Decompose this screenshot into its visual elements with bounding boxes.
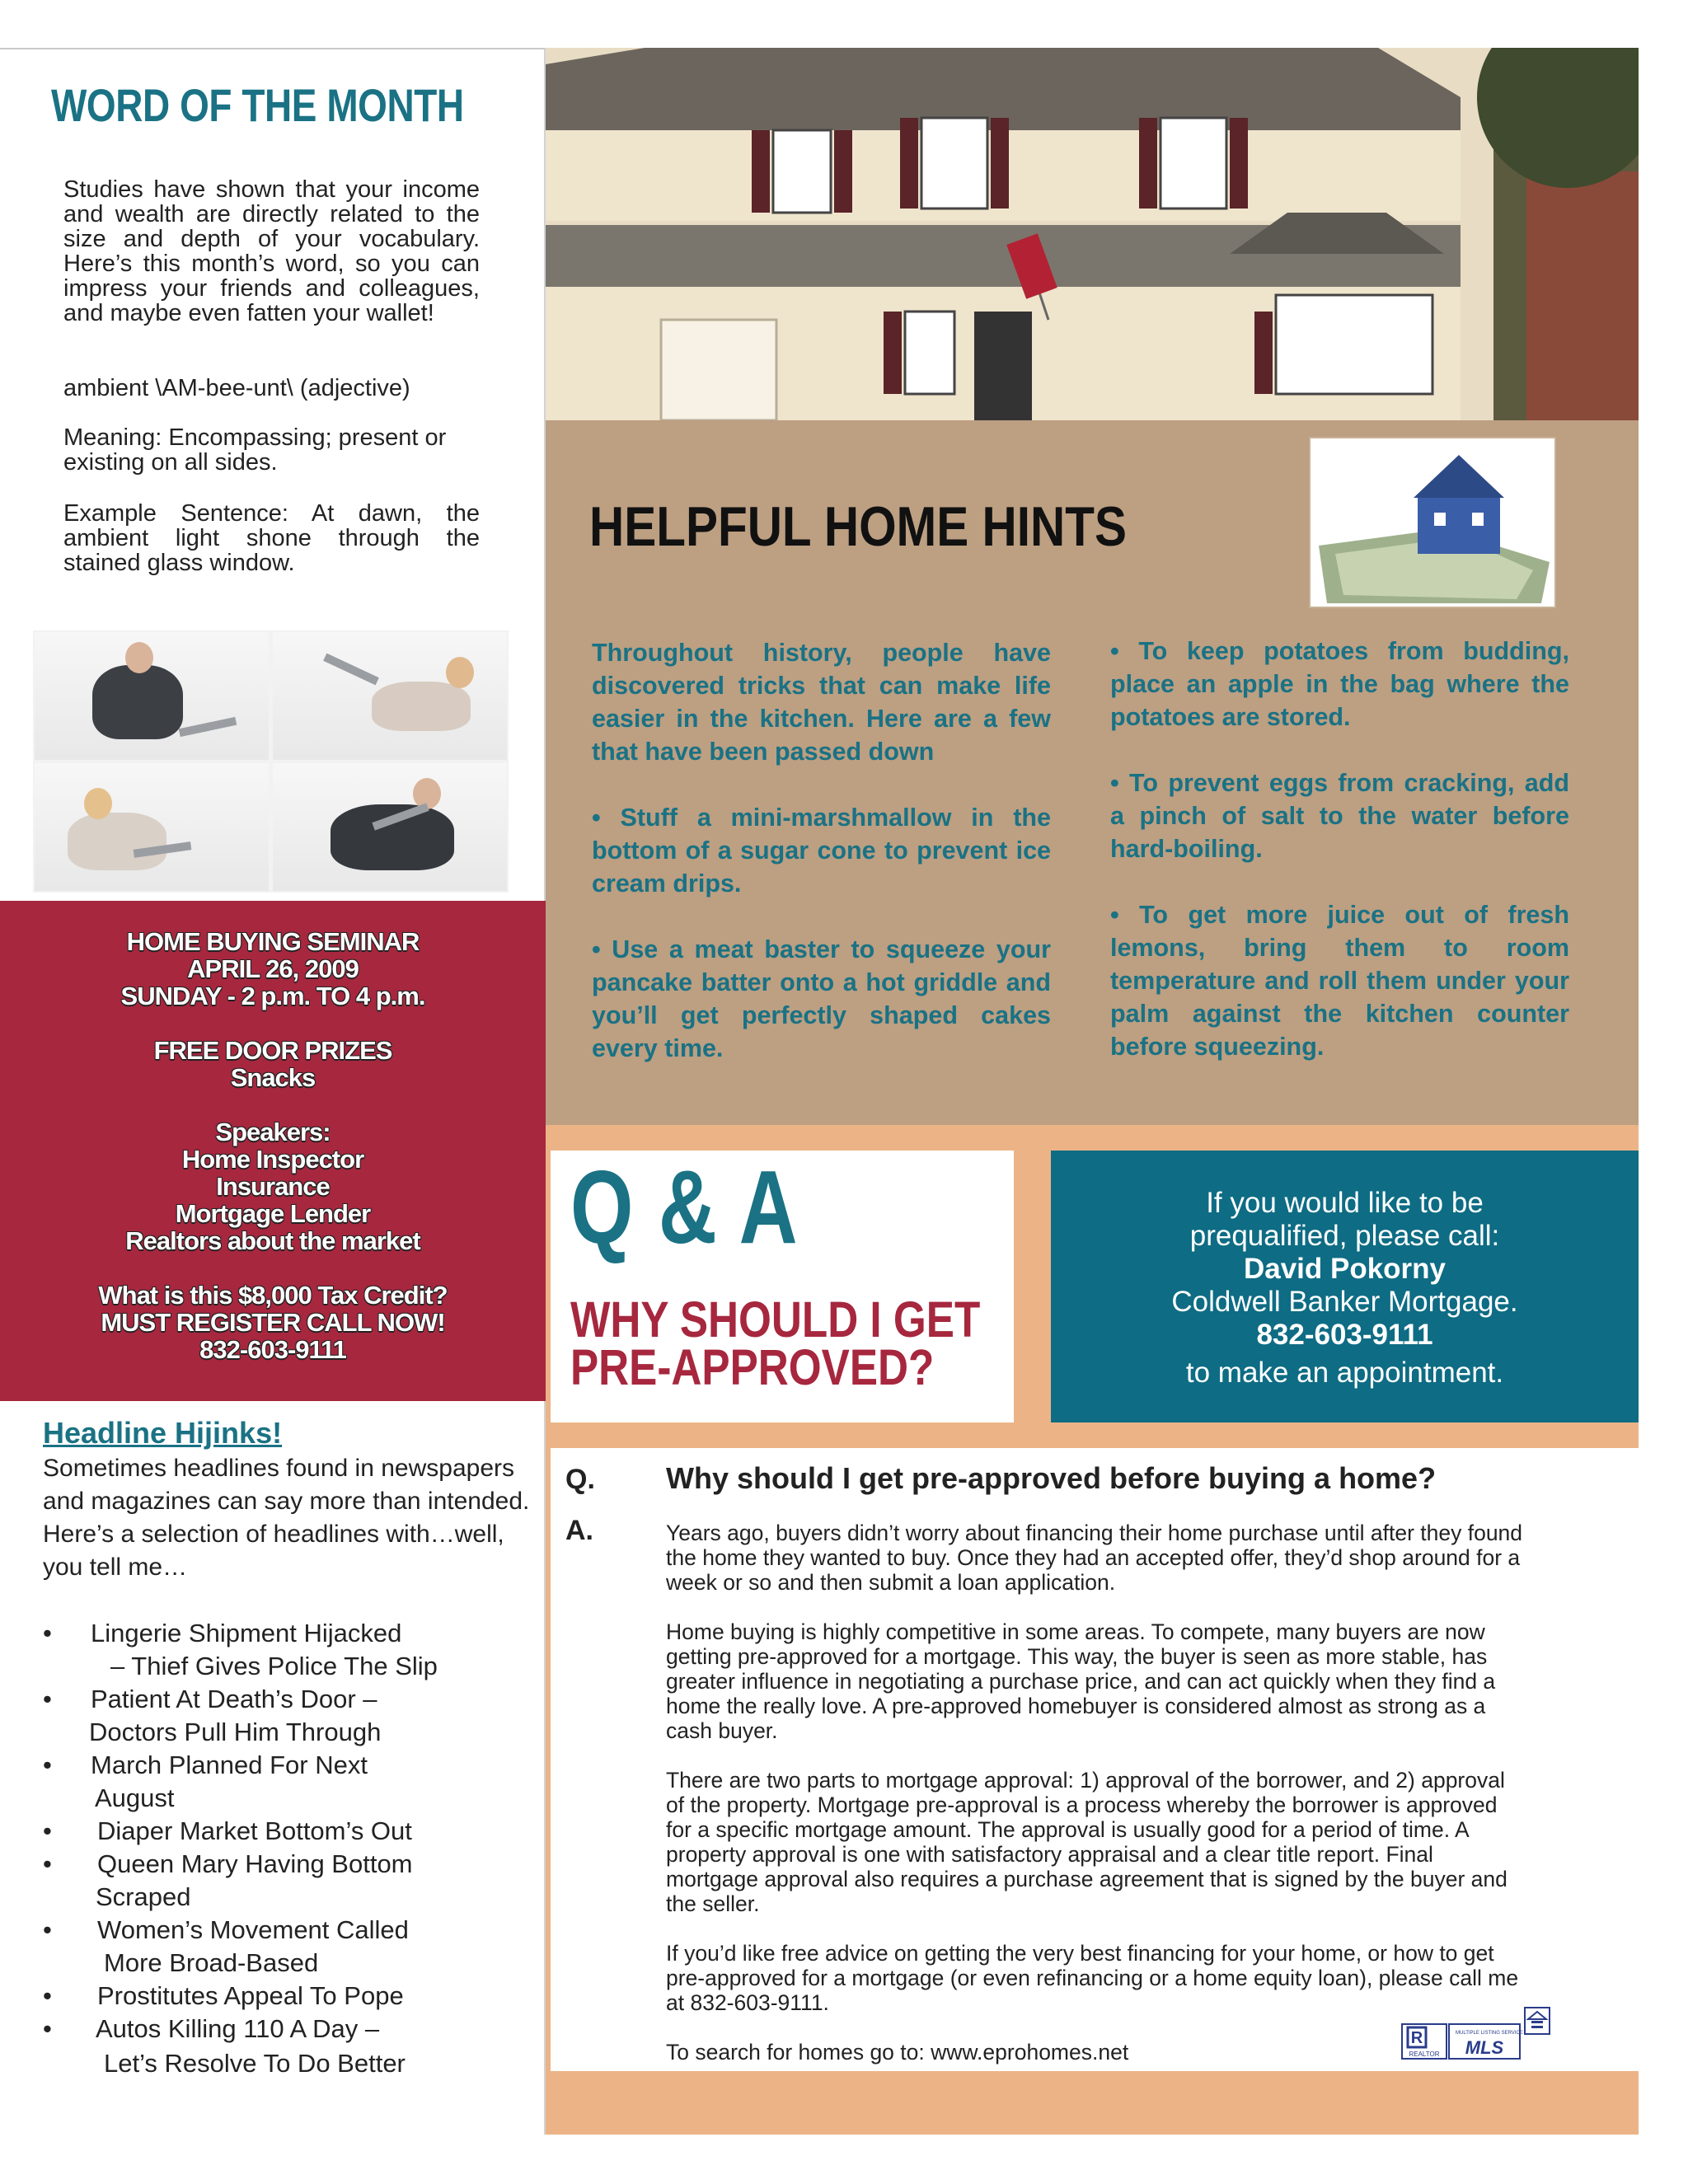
headline-line: Diaper Market Bottom’s Out bbox=[97, 1816, 412, 1845]
photo-panel bbox=[35, 632, 269, 760]
seminar-time: SUNDAY - 2 p.m. TO 4 p.m. bbox=[120, 982, 425, 1010]
bullet: • bbox=[43, 1750, 52, 1779]
house-illustration bbox=[546, 48, 1639, 420]
seminar-title: HOME BUYING SEMINAR bbox=[126, 927, 420, 956]
hint-paragraph: • Use a meat baster to squeeze your pancake batter onto a hot griddle and you’ll get perfectly shaped cakes every time. bbox=[592, 935, 1051, 1062]
seminar-phone: 832-603-9111 bbox=[199, 1335, 346, 1364]
seminar-speakers-heading: Speakers: bbox=[215, 1118, 331, 1146]
contact-company: Coldwell Banker Mortgage. bbox=[1171, 1286, 1518, 1318]
contact-name: David Pokorny bbox=[1243, 1253, 1447, 1285]
money-house-image bbox=[1309, 437, 1556, 608]
word-of-month-title: WORD OF THE MONTH bbox=[51, 79, 464, 131]
realtor-caption: REALTOR bbox=[1409, 2050, 1440, 2058]
qa-subtitle-line: PRE-APPROVED? bbox=[570, 1339, 935, 1395]
prequalify-line: prequalified, please call: bbox=[1189, 1220, 1500, 1252]
money-house-illustration bbox=[1311, 438, 1554, 607]
photo-panel bbox=[273, 763, 507, 891]
contact-phone: 832-603-9111 bbox=[1256, 1319, 1433, 1351]
bullet: • bbox=[43, 1915, 52, 1944]
headline-line: August bbox=[95, 1783, 175, 1812]
answer-label: A. bbox=[565, 1515, 593, 1546]
answer-paragraph: Home buying is highly competitive in some areas. To compete, many buyers are now getting pre-approved for a mortgage. This way, the buyer is seen as more stable, has greater influence in negotiating a purchase price, and can act quickly when they find a home the really love. A pre-approved homebuyer is considered almost as strong as a cash buyer. bbox=[666, 1619, 1496, 1743]
seminar-tax-credit: What is this $8,000 Tax Credit? bbox=[98, 1281, 448, 1310]
answer-paragraph: There are two parts to mortgage approval: 1) approval of the borrower, and 2) approval of the property. Mortgage pre-approval is a process whereby the borrower is approved for a specific mortgage amount. The approval is usually good for a period of time. A property approval is one with satisfactory appraisal and a clear title report. Final mortgage approval also requires a purchase agreement that is signed by the buyer and the seller. bbox=[666, 1768, 1507, 1916]
prequalify-line: If you would like to be bbox=[1206, 1187, 1484, 1219]
bullet: • bbox=[43, 1685, 52, 1713]
headline-line: Women’s Movement Called bbox=[97, 1915, 409, 1944]
bullet: • bbox=[43, 1981, 52, 2010]
prequalify-line: to make an appointment. bbox=[1185, 1357, 1504, 1389]
photo-panel bbox=[273, 632, 507, 760]
photo-panel bbox=[35, 763, 269, 891]
headline-line: Patient At Death’s Door – bbox=[91, 1685, 377, 1713]
mls-mark: MLS bbox=[1465, 2037, 1504, 2058]
website-line: To search for homes go to: www.eprohomes.net bbox=[666, 2040, 1129, 2064]
bullet: • bbox=[43, 1849, 52, 1878]
question-text: Why should I get pre-approved before buying a home? bbox=[666, 1461, 1437, 1495]
headline-line: March Planned For Next bbox=[91, 1750, 368, 1779]
answer-paragraph: Years ago, buyers didn’t worry about financing their home purchase until after they found the home they wanted to buy. Once they had an accepted offer, they’d shop around for a week or so and then submit a loan application. bbox=[666, 1521, 1523, 1595]
seminar-speaker: Realtors about the market bbox=[125, 1226, 420, 1255]
word-of-month-word: ambient \AM-bee-unt\ (adjective) bbox=[63, 375, 410, 401]
seminar-register: MUST REGISTER CALL NOW! bbox=[101, 1308, 445, 1337]
seminar-speaker: Mortgage Lender bbox=[175, 1199, 371, 1228]
seminar-prizes: FREE DOOR PRIZES bbox=[153, 1036, 392, 1065]
headline-line: Autos Killing 110 A Day – bbox=[96, 2014, 380, 2043]
headline-hijinks-title: Headline Hijinks! bbox=[43, 1416, 283, 1450]
seminar-speaker: Home Inspector bbox=[181, 1145, 364, 1174]
headline-line: Queen Mary Having Bottom bbox=[97, 1849, 413, 1878]
house-photo bbox=[546, 48, 1639, 420]
headline-line: Doctors Pull Him Through bbox=[89, 1718, 382, 1746]
mls-caption: MULTIPLE LISTING SERVICE bbox=[1456, 2031, 1523, 2036]
seminar-date: APRIL 26, 2009 bbox=[187, 954, 359, 983]
question-label: Q. bbox=[565, 1464, 595, 1495]
headline-hijinks-intro: Sometimes headlines found in newspapers and magazines can say more than intended. Here’s a selection of headlines with…well, you tell me… bbox=[43, 1455, 530, 1581]
hints-column-right bbox=[1110, 635, 1569, 1096]
headline-line: Lingerie Shipment Hijacked bbox=[91, 1619, 402, 1647]
bullet: • bbox=[43, 1816, 52, 1845]
laptop-people-photo bbox=[33, 630, 509, 893]
word-of-month-intro: Studies have shown that your income and wealth are directly related to the size and depth of your vocabulary. Here’s this month’s word, so you can impress your friends and colleagues, and maybe even fatten your wallet! bbox=[63, 176, 480, 326]
headline-line: Scraped bbox=[96, 1882, 191, 1911]
hint-paragraph: • To keep potatoes from budding, place an apple in the bag where the potatoes are stored. bbox=[1110, 637, 1569, 731]
realtor-mark: R bbox=[1410, 2029, 1423, 2047]
realtor-mls-logos bbox=[1401, 2006, 1551, 2060]
headline-line: – Thief Gives Police The Slip bbox=[110, 1652, 438, 1680]
seminar-snacks: Snacks bbox=[230, 1063, 316, 1092]
qa-subtitle bbox=[570, 1291, 981, 1395]
bullet: • bbox=[43, 2014, 52, 2043]
headline-line: Prostitutes Appeal To Pope bbox=[97, 1981, 404, 2010]
answer-paragraph: If you’d like free advice on getting the very best financing for your home, or how to get pre-approved for a mortgage (or even refinancing or a home equity loan), please call me at 832-603-9111. bbox=[666, 1941, 1519, 2015]
hints-column-left bbox=[592, 636, 1051, 1098]
bullet: • bbox=[43, 1619, 52, 1647]
realtor-mls-logo-graphic bbox=[1401, 2006, 1551, 2060]
hint-paragraph: Throughout history, people have discovered tricks that can make life easier in the kitchen. Here are a few that have been passed down bbox=[592, 639, 1051, 766]
word-of-month-example: Example Sentence: At dawn, the ambient light shone through the stained glass window. bbox=[63, 500, 480, 576]
seminar-speaker: Insurance bbox=[216, 1172, 330, 1201]
hint-paragraph: • To get more juice out of fresh lemons, bring them to room temperature and roll them under your palm against the kitchen counter before squeezing. bbox=[1110, 901, 1569, 1061]
qa-subtitle-line: WHY SHOULD I GET bbox=[570, 1291, 981, 1347]
word-of-month-meaning: Meaning: Encompassing; present or existing on all sides. bbox=[63, 424, 447, 476]
hint-paragraph: • To prevent eggs from cracking, add a pinch of salt to the water before hard-boiling. bbox=[1110, 769, 1569, 863]
helpful-home-hints-title: HELPFUL HOME HINTS bbox=[589, 495, 1127, 558]
headline-line: More Broad-Based bbox=[104, 1948, 319, 1977]
qa-title: Q & A bbox=[570, 1149, 799, 1265]
headline-line: Let’s Resolve To Do Better bbox=[104, 2049, 406, 2078]
hint-paragraph: • Stuff a mini-marshmallow in the bottom of a sugar cone to prevent ice cream drips. bbox=[592, 804, 1051, 898]
